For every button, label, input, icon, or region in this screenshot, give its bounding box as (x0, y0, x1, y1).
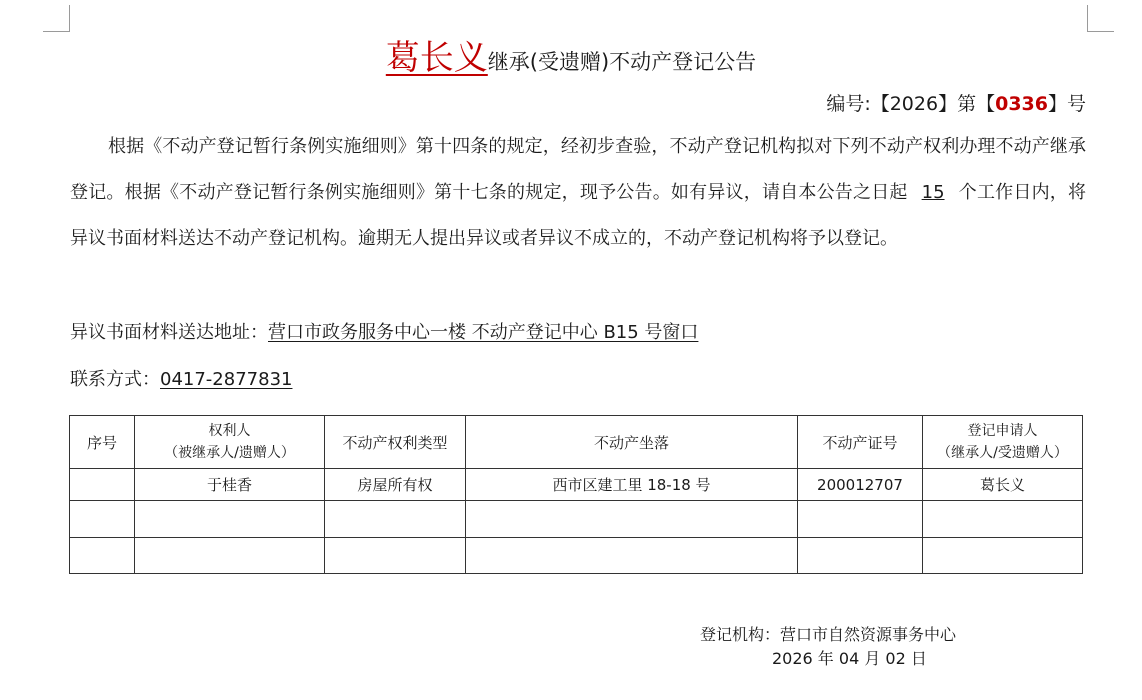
cell-location (466, 501, 798, 538)
table-header-row (70, 416, 1083, 469)
table-row (70, 469, 1083, 501)
table-row (70, 538, 1083, 574)
heir-name: 葛长义 (385, 38, 488, 78)
cell-cert-no: 200012707 (798, 469, 923, 501)
objection-days: 15 (921, 182, 945, 203)
cell-seq (70, 469, 135, 501)
cell-seq (70, 538, 135, 574)
cell-holder (135, 538, 325, 574)
cell-seq (70, 501, 135, 538)
cell-applicant: 葛长义 (923, 469, 1083, 501)
registration-table (69, 415, 1083, 574)
document-year: 2026 (889, 93, 939, 115)
contact-label: 联系方式： (70, 369, 160, 390)
header-location: 不动产坐落 (466, 416, 798, 469)
address-value: 营口市政务服务中心一楼 不动产登记中心 B15 号窗口 (268, 322, 699, 343)
table-row (70, 501, 1083, 538)
cell-applicant (923, 501, 1083, 538)
header-right-type: 不动产权利类型 (325, 416, 466, 469)
notice-date: 2026 年 04 月 02 日 (772, 649, 927, 668)
contact-phone: 0417-2877831 (160, 369, 293, 390)
header-holder: 权利人 （被继承人/遗赠人） (135, 416, 325, 469)
header-cert-no: 不动产证号 (798, 416, 923, 469)
registration-authority: 登记机构：营口市自然资源事务中心 (700, 625, 957, 644)
cell-right-type (325, 538, 466, 574)
header-seq: 序号 (70, 416, 135, 469)
cell-right-type (325, 501, 466, 538)
cell-cert-no (798, 538, 923, 574)
cell-applicant (923, 538, 1083, 574)
notice-paragraph: 根据《不动产登记暂行条例实施细则》第十四条的规定，经初步查验，不动产登记机构拟对下列不动产权利办理不动产继承登记。根据《不动产登记暂行条例实施细则》第十七条的规定，现予公告。如有异议，请自本公告之日起 15 个工作日内，将异议书面材料送达不动产登记机构。逾期无人提出异议或者异议不成立的，不动产登记机构将予以登记。 (70, 136, 1086, 249)
objection-address (70, 318, 698, 344)
document-serial: 0336 (995, 93, 1048, 115)
contact-info (70, 365, 316, 391)
address-label: 异议书面材料送达地址： (70, 322, 268, 343)
cell-location (466, 538, 798, 574)
cell-cert-no (798, 501, 923, 538)
header-applicant: 登记申请人 （继承人/受遗赠人） (923, 416, 1083, 469)
cell-holder (135, 501, 325, 538)
page-corner-mark-top-right (1087, 5, 1114, 32)
cell-holder: 于桂香 (135, 469, 325, 501)
page-corner-mark-top-left (43, 5, 70, 32)
title-text: 继承(受遗赠)不动产登记公告 (487, 50, 757, 74)
cell-right-type: 房屋所有权 (325, 469, 466, 501)
document-number: 编号:【2026】第【0336】号 (826, 93, 1086, 115)
notice-title (0, 30, 1142, 79)
cell-location: 西市区建工里 18-18 号 (466, 469, 798, 501)
